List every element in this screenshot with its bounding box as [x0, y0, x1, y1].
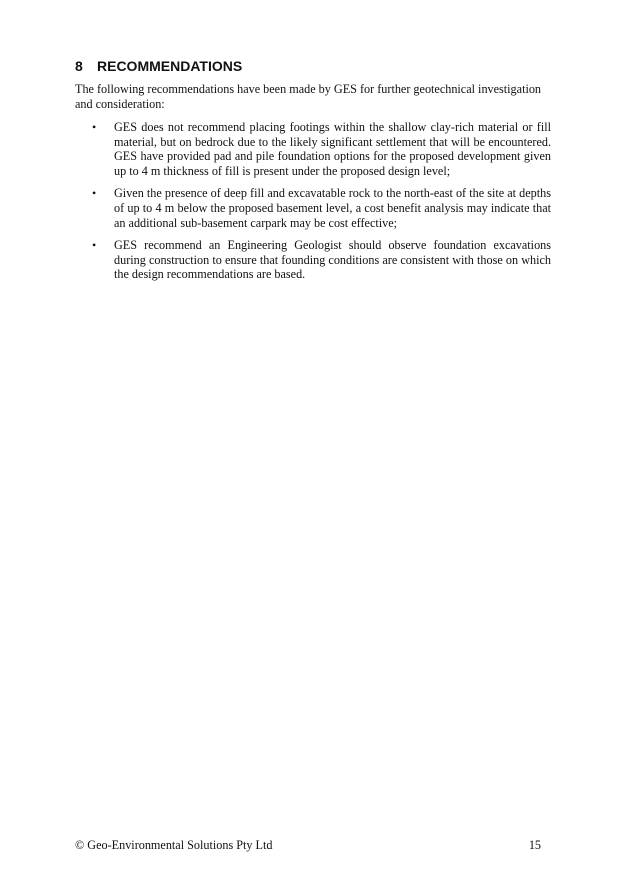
bullet-icon: •	[92, 238, 97, 253]
section-heading	[75, 58, 555, 75]
list-item	[75, 186, 551, 230]
list-item	[75, 238, 551, 282]
page-number: 15	[528, 838, 541, 852]
list-item-text: GES does not recommend placing footings within the shallow clay-rich material or fill material, but on bedrock due to the likely significant settlement that will be encountered. GES have provided pad and pile foundation options for the proposed development given up to 4 m thickness of fill is present under the proposed design level;	[114, 120, 551, 178]
section-number: 8	[75, 58, 83, 74]
list-item-text: Given the presence of deep fill and excavatable rock to the north-east of the site at depths of up to 4 m below the proposed basement level, a cost benefit analysis may indicate that an additional sub-basement carpark may be cost effective;	[114, 186, 551, 230]
recommendations-list	[75, 120, 551, 290]
list-item-text: GES recommend an Engineering Geologist should observe foundation excavations during construction to ensure that founding conditions are consistent with those on which the design recommendations are based.	[114, 238, 551, 282]
bullet-icon: •	[92, 186, 97, 201]
list-item	[75, 120, 551, 178]
bullet-icon: •	[92, 120, 97, 134]
section-title: RECOMMENDATIONS	[97, 58, 243, 74]
intro-paragraph: The following recommendations have been made by GES for further geotechnical investigation and consideration:	[75, 82, 542, 111]
footer-copyright: © Geo-Environmental Solutions Pty Ltd	[75, 838, 273, 852]
